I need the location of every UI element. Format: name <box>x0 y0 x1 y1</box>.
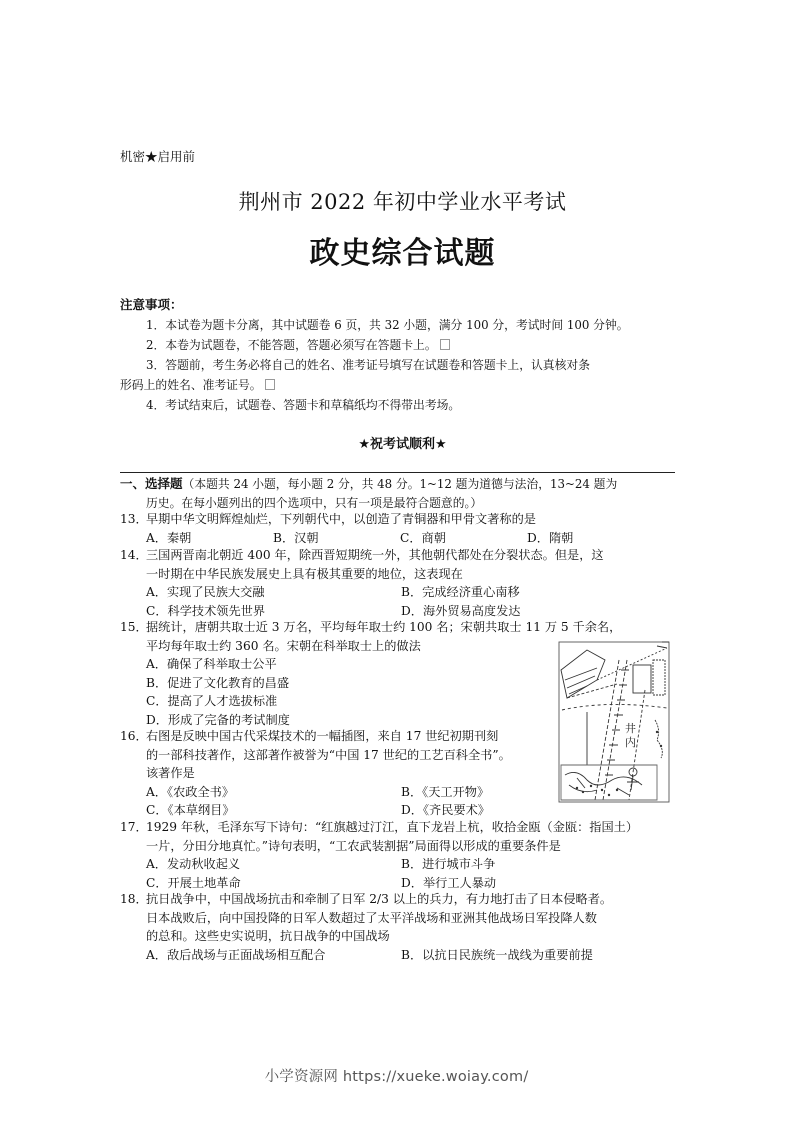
question-number: 17． <box>120 820 148 834</box>
question-number: 18． <box>120 892 148 906</box>
question-text: 右图是反映中国古代采煤技术的一幅插图，来自 17 世纪初期刊刻 <box>146 729 499 743</box>
option-b[interactable]: B．汉朝 <box>273 530 319 545</box>
option-d[interactable]: D．形成了完备的考试制度 <box>146 712 290 727</box>
question-number: 15． <box>120 620 148 634</box>
notice-item-3-cont <box>120 375 675 395</box>
question-14 <box>120 546 680 620</box>
question-text: 该著作是 <box>146 766 195 781</box>
exam-title: 荆州市 2022 年初中学业水平考试 <box>238 190 567 214</box>
exam-subject-title: 政史综合试题 <box>309 236 496 271</box>
watermark-footer: 小学资源网 https://xueke.woiay.com/ <box>264 1069 529 1085</box>
option-a[interactable]: A．敌后战场与正面战场相互配合 <box>146 947 326 962</box>
svg-text:井: 井 <box>625 722 636 735</box>
question-17 <box>120 818 680 892</box>
option-c[interactable]: C．开展土地革命 <box>146 875 241 890</box>
question-number: 16． <box>120 729 148 743</box>
placeholder-box-icon <box>265 379 275 390</box>
question-number: 13． <box>120 512 148 526</box>
question-text: 据统计，唐朝共取士近 3 万名，平均每年取士约 100 名；宋朝共取士 11 万 5 千余名， <box>146 620 622 634</box>
option-d[interactable]: D．举行工人暴动 <box>401 875 497 890</box>
svg-text:内: 内 <box>625 736 636 749</box>
question-text: 一片，分田分地真忙。”诗句表明，“工农武装割据”局面得以形成的重要条件是 <box>146 838 561 853</box>
notice-item-4 <box>120 395 675 415</box>
notice-text: 3．答题前，考生务必将自己的姓名、准考证号填写在试题卷和答题卡上，认真核对条 <box>146 358 590 372</box>
notice-text: 1．本试卷为题卡分离，其中试题卷 6 页，共 32 小题，满分 100 分，考试时间 100 分钟。 <box>146 318 629 332</box>
question-text: 早期中华文明辉煌灿烂，下列朝代中，以创造了青铜器和甲骨文著称的是 <box>146 512 536 526</box>
question-text: 日本战败后，向中国投降的日军人数超过了太平洋战场和亚洲其他战场日军投降人数 <box>146 910 597 925</box>
option-a[interactable]: A．确保了科举取士公平 <box>146 657 277 672</box>
option-a[interactable]: A．发动秋收起义 <box>146 857 241 872</box>
option-d[interactable]: D．海外贸易高度发达 <box>401 603 521 618</box>
option-a[interactable]: A．实现了民族大交融 <box>146 585 265 600</box>
notice-heading: 注意事项： <box>120 297 183 312</box>
question-text: 一时期在中华民族发展史上具有极其重要的地位，这表现在 <box>146 566 463 581</box>
coal-mining-illustration <box>557 640 672 805</box>
question-number: 14． <box>120 548 148 562</box>
option-d[interactable]: D．《齐民要术》 <box>401 803 490 818</box>
notice-text: 2．本卷为试题卷，不能答题，答题必须写在答题卡上。 <box>146 338 437 352</box>
option-b[interactable]: B．以抗日民族统一战线为重要前提 <box>401 947 593 962</box>
question-text: 的一部科技著作，这部著作被誉为“中国 17 世纪的工艺百科全书”。 <box>146 747 511 762</box>
section-desc-1: （本题共 24 小题，每小题 2 分，共 48 分。1~12 题为道德与法治，13~24 题为 <box>182 477 618 491</box>
option-b[interactable]: B．促进了文化教育的昌盛 <box>146 675 290 690</box>
notice-text: 4．考试结束后，试题卷、答题卡和草稿纸均不得带出考场。 <box>146 398 461 412</box>
option-b[interactable]: B．完成经济重心南移 <box>401 585 520 600</box>
notice-item-3 <box>120 355 675 375</box>
placeholder-box-icon <box>440 339 450 350</box>
question-text: 平均每年取士约 360 名。宋朝在科举取士上的做法 <box>146 638 421 653</box>
good-luck-banner: ★祝考试顺利★ <box>358 437 447 452</box>
section-desc-2: 历史。在每小题列出的四个选项中，只有一项是最符合题意的。） <box>146 496 483 510</box>
notice-item-2 <box>120 335 675 355</box>
mining-sketch-icon <box>557 640 672 805</box>
options <box>120 529 680 548</box>
option-c[interactable]: C．提高了人才选拔标准 <box>146 694 278 709</box>
notice-item-1 <box>120 315 675 335</box>
question-text: 三国两晋南北朝近 400 年，除西晋短期统一外，其他朝代都处在分裂状态。但是，这 <box>146 548 604 562</box>
options <box>120 946 680 965</box>
option-c[interactable]: C．《本草纲目》 <box>146 803 235 818</box>
section-header <box>120 474 680 513</box>
question-text: 抗日战争中，中国战场抗击和牵制了日军 2/3 以上的兵力，有力地打击了日本侵略者。 <box>146 892 613 906</box>
notice-text: 形码上的姓名、准考证号。 <box>120 378 262 392</box>
question-text: 的总和。这些史实说明，抗日战争的中国战场 <box>146 929 390 944</box>
question-13 <box>120 510 680 547</box>
option-a[interactable]: A．秦朝 <box>146 530 192 545</box>
confidential-label: 机密★启用前 <box>120 149 196 164</box>
notice-list <box>120 315 675 415</box>
option-b[interactable]: B．进行城市斗争 <box>401 857 496 872</box>
question-18 <box>120 890 680 964</box>
option-b[interactable]: B．《天工开物》 <box>401 784 490 799</box>
option-a[interactable]: A．《农政全书》 <box>146 784 235 799</box>
option-c[interactable]: C．科学技术领先世界 <box>146 603 266 618</box>
question-text: 1929 年秋，毛泽东写下诗句：“红旗越过汀江，直下龙岩上杭，收拾金瓯（金瓯：指国土） <box>146 820 639 834</box>
section-title: 一、选择题 <box>120 476 183 491</box>
option-c[interactable]: C．商朝 <box>400 530 446 545</box>
options <box>120 855 680 874</box>
options <box>120 583 680 602</box>
option-d[interactable]: D．隋朝 <box>527 530 574 545</box>
section-divider <box>120 472 675 473</box>
